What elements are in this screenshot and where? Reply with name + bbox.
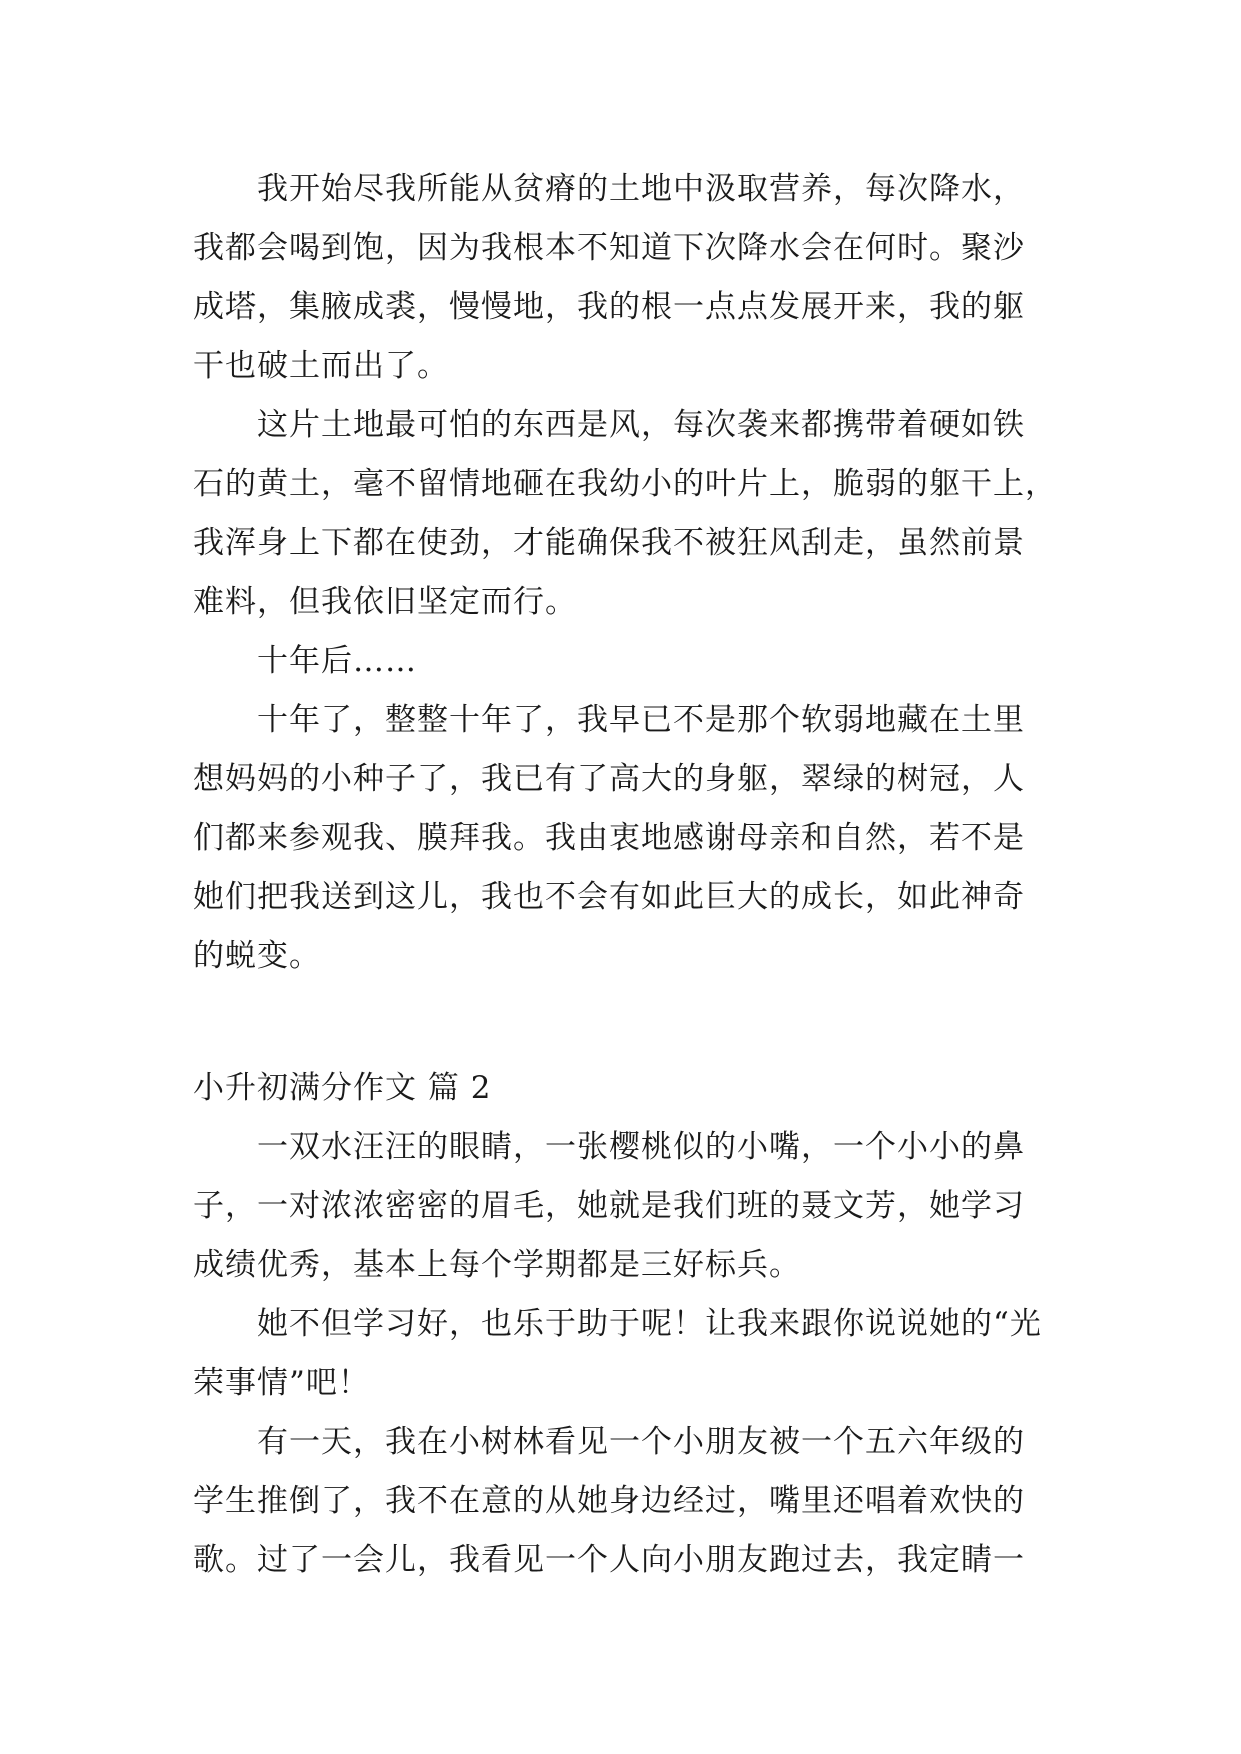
text-line: 她们把我送到这儿，我也不会有如此巨大的成长，如此神奇 xyxy=(193,879,1025,915)
text-line: 一双水汪汪的眼睛，一张樱桃似的小嘴，一个小小的鼻 xyxy=(257,1129,1025,1165)
text-line: 我开始尽我所能从贫瘠的土地中汲取营养，每次降水， xyxy=(257,171,1025,207)
paragraph xyxy=(193,632,1053,691)
paragraph xyxy=(193,396,1057,632)
paragraph xyxy=(193,1413,1053,1590)
section-gap xyxy=(193,986,1053,1059)
text-line: 难料，但我依旧坚定而行。 xyxy=(193,584,577,620)
paragraph xyxy=(193,691,1053,986)
paragraph xyxy=(193,1118,1053,1295)
document-page xyxy=(193,160,1057,1590)
text-line: 们都来参观我、膜拜我。我由衷地感谢母亲和自然，若不是 xyxy=(193,820,1025,856)
text-line: 成绩优秀，基本上每个学期都是三好标兵。 xyxy=(193,1247,801,1283)
paragraph xyxy=(193,160,1053,396)
text-line: 我浑身上下都在使劲，才能确保我不被狂风刮走，虽然前景 xyxy=(193,525,1025,561)
text-line: 歌。过了一会儿，我看见一个人向小朋友跑过去，我定睛一 xyxy=(193,1542,1025,1578)
text-line: 想妈妈的小种子了，我已有了高大的身躯，翠绿的树冠，人 xyxy=(193,761,1025,797)
text-line: 学生推倒了，我不在意的从她身边经过，嘴里还唱着欢快的 xyxy=(193,1483,1025,1519)
text-line: 十年了，整整十年了，我早已不是那个软弱地藏在土里 xyxy=(257,702,1025,738)
text-line: 石的黄土，毫不留情地砸在我幼小的叶片上，脆弱的躯干上， xyxy=(193,466,1057,502)
text-line: 十年后…… xyxy=(257,643,417,679)
text-line: 干也破土而出了。 xyxy=(193,348,449,384)
text-line: 我都会喝到饱，因为我根本不知道下次降水会在何时。聚沙 xyxy=(193,230,1025,266)
paragraph xyxy=(193,1295,1053,1413)
text-line: 子，一对浓浓密密的眉毛，她就是我们班的聂文芳，她学习 xyxy=(193,1188,1025,1224)
text-line: 她不但学习好，也乐于助于呢！让我来跟你说说她的“光 xyxy=(257,1306,1042,1342)
text-line: 荣事情”吧！ xyxy=(193,1365,370,1401)
section-heading: 小升初满分作文 篇 2 xyxy=(193,1070,492,1106)
text-line: 的蜕变。 xyxy=(193,938,321,974)
text-line: 有一天，我在小树林看见一个小朋友被一个五六年级的 xyxy=(257,1424,1025,1460)
text-line: 成塔，集腋成裘，慢慢地，我的根一点点发展开来，我的躯 xyxy=(193,289,1025,325)
text-line: 这片土地最可怕的东西是风，每次袭来都携带着硬如铁 xyxy=(257,407,1025,443)
